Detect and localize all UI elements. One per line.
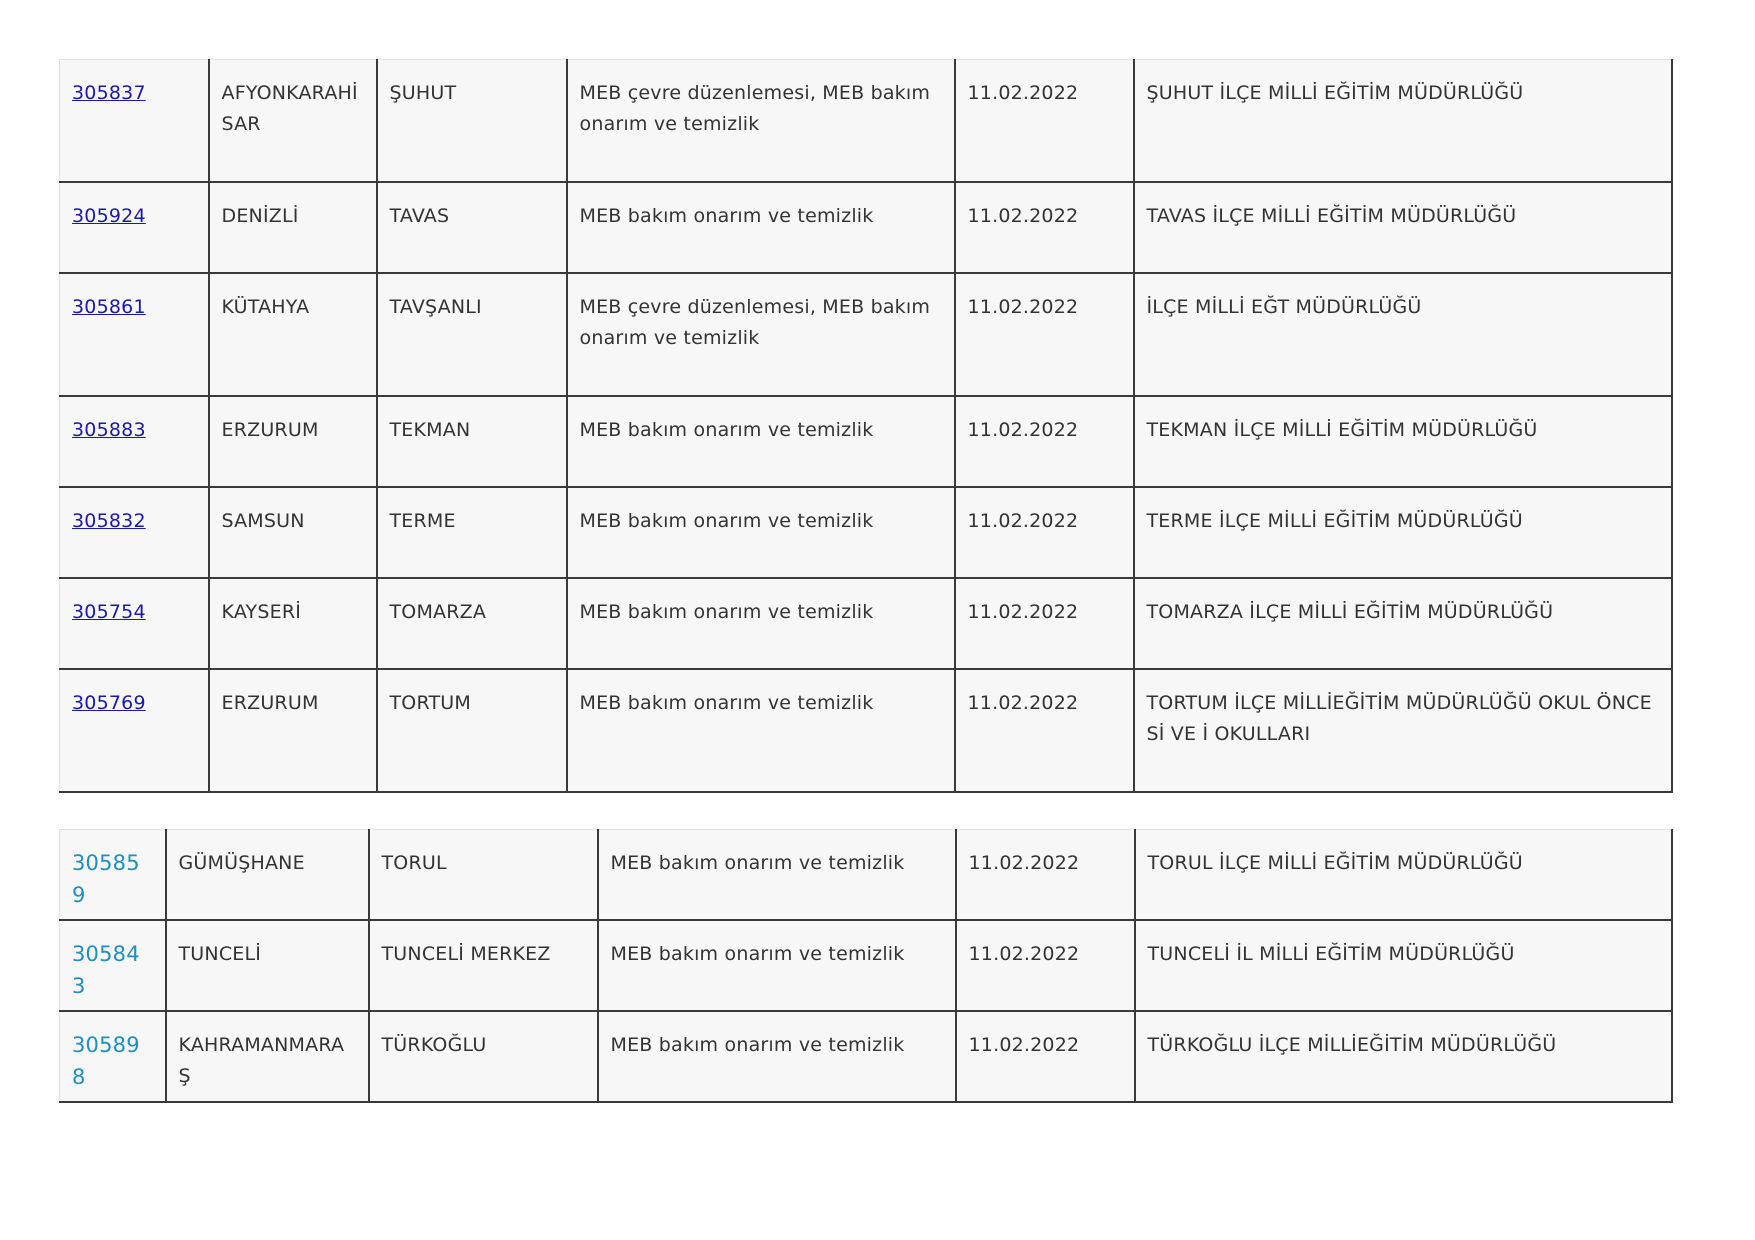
authority-cell: TERME İLÇE MİLLİ EĞİTİM MÜDÜRLÜĞÜ [1134,487,1672,578]
district-cell: TÜRKOĞLU [369,1011,598,1102]
tender-id-cell [60,396,209,487]
category-cell: MEB bakım onarım ve temizlik [567,396,955,487]
date-cell: 11.02.2022 [955,60,1134,183]
province-cell: KAHRAMANMARAŞ [166,1011,369,1102]
province-cell: DENİZLİ [209,182,377,273]
tender-id-link[interactable]: 305883 [72,419,146,441]
table-row [60,578,1672,669]
province-cell: KAYSERİ [209,578,377,669]
table-row [60,60,1672,183]
tender-id-cell [60,920,166,1011]
authority-cell: TORTUM İLÇE MİLLİEĞİTİM MÜDÜRLÜĞÜ OKUL ÖNCESİ VE İ OKULLARI [1134,669,1672,792]
tender-id-cell [60,182,209,273]
tender-id-link[interactable]: 305769 [72,692,146,714]
tender-id-link[interactable]: 305861 [72,296,146,318]
tender-id-link[interactable]: 305832 [72,510,146,532]
date-cell: 11.02.2022 [955,182,1134,273]
category-cell: MEB bakım onarım ve temizlik [567,487,955,578]
district-cell: TORUL [369,830,598,921]
tender-id-cell [60,669,209,792]
tender-table-2 [59,829,1673,1103]
authority-cell: TUNCELİ İL MİLLİ EĞİTİM MÜDÜRLÜĞÜ [1135,920,1672,1011]
category-cell: MEB bakım onarım ve temizlik [598,830,956,921]
tender-id-link[interactable]: 305754 [72,601,146,623]
table-row [60,182,1672,273]
tender-id-cell [60,830,166,921]
province-cell: TUNCELİ [166,920,369,1011]
authority-cell: İLÇE MİLLİ EĞT MÜDÜRLÜĞÜ [1134,273,1672,396]
date-cell: 11.02.2022 [956,1011,1135,1102]
district-cell: TAVŞANLI [377,273,567,396]
category-cell: MEB bakım onarım ve temizlik [598,920,956,1011]
date-cell: 11.02.2022 [955,669,1134,792]
district-cell: TERME [377,487,567,578]
authority-cell: ŞUHUT İLÇE MİLLİ EĞİTİM MÜDÜRLÜĞÜ [1134,60,1672,183]
tender-id-cell [60,273,209,396]
authority-cell: TORUL İLÇE MİLLİ EĞİTİM MÜDÜRLÜĞÜ [1135,830,1672,921]
authority-cell: TAVAS İLÇE MİLLİ EĞİTİM MÜDÜRLÜĞÜ [1134,182,1672,273]
category-cell: MEB bakım onarım ve temizlik [598,1011,956,1102]
tender-id-link[interactable]: 305843 [72,942,140,998]
category-cell: MEB bakım onarım ve temizlik [567,578,955,669]
tender-id-link[interactable]: 305859 [72,851,140,907]
table-row [60,273,1672,396]
province-cell: AFYONKARAHİSAR [209,60,377,183]
table-row [60,830,1672,921]
district-cell: TEKMAN [377,396,567,487]
date-cell: 11.02.2022 [955,396,1134,487]
tender-id-cell [60,487,209,578]
table-row [60,396,1672,487]
tender-table-1 [59,59,1673,793]
authority-cell: TEKMAN İLÇE MİLLİ EĞİTİM MÜDÜRLÜĞÜ [1134,396,1672,487]
district-cell: TOMARZA [377,578,567,669]
province-cell: KÜTAHYA [209,273,377,396]
tender-id-link[interactable]: 305898 [72,1033,140,1089]
date-cell: 11.02.2022 [955,273,1134,396]
province-cell: ERZURUM [209,669,377,792]
date-cell: 11.02.2022 [955,578,1134,669]
province-cell: ERZURUM [209,396,377,487]
authority-cell: TOMARZA İLÇE MİLLİ EĞİTİM MÜDÜRLÜĞÜ [1134,578,1672,669]
date-cell: 11.02.2022 [955,487,1134,578]
table-row [60,1011,1672,1102]
tender-id-link[interactable]: 305837 [72,82,146,104]
date-cell: 11.02.2022 [956,830,1135,921]
authority-cell: TÜRKOĞLU İLÇE MİLLİEĞİTİM MÜDÜRLÜĞÜ [1135,1011,1672,1102]
category-cell: MEB çevre düzenlemesi, MEB bakım onarım ve temizlik [567,273,955,396]
tender-id-cell [60,578,209,669]
table-row [60,920,1672,1011]
date-cell: 11.02.2022 [956,920,1135,1011]
tender-id-link[interactable]: 305924 [72,205,146,227]
district-cell: TAVAS [377,182,567,273]
tender-id-cell [60,1011,166,1102]
district-cell: TORTUM [377,669,567,792]
district-cell: TUNCELİ MERKEZ [369,920,598,1011]
category-cell: MEB bakım onarım ve temizlik [567,669,955,792]
category-cell: MEB bakım onarım ve temizlik [567,182,955,273]
table-row [60,487,1672,578]
category-cell: MEB çevre düzenlemesi, MEB bakım onarım ve temizlik [567,60,955,183]
tender-id-cell [60,60,209,183]
province-cell: GÜMÜŞHANE [166,830,369,921]
province-cell: SAMSUN [209,487,377,578]
district-cell: ŞUHUT [377,60,567,183]
table-row [60,669,1672,792]
